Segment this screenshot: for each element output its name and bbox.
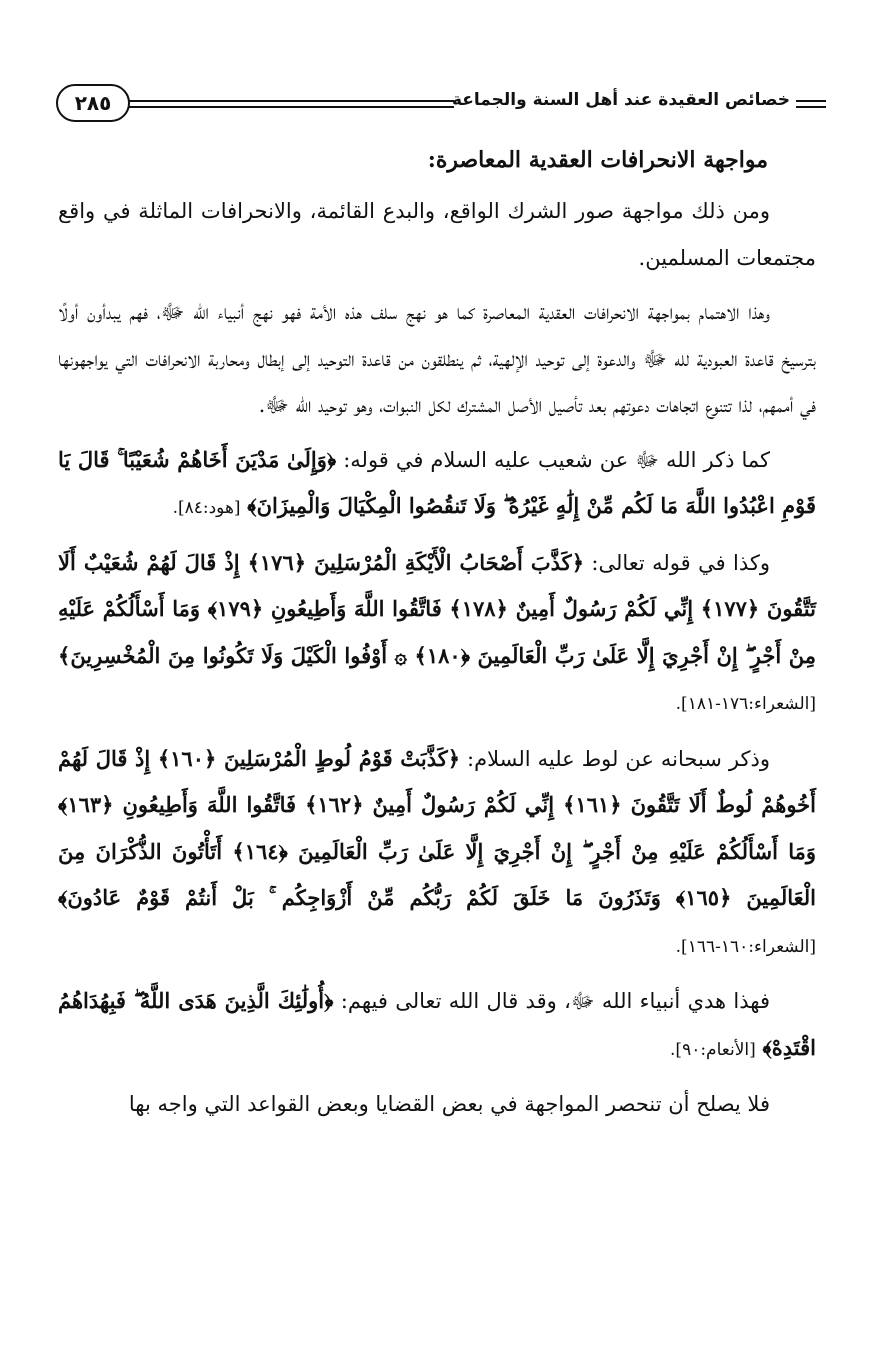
- paragraph-text: وهذا الاهتمام بمواجهة الانحرافات العقدية المعاصرة كما هو نهج سلف هذه الأمة فهو نهج أنبياء الله ﷻ، فهم يبدأون أولًا بترسيخ قاعدة العبودية لله ﷻ والدعوة إلى توحيد الإلهية، ثم ينطلقون من قاعدة التوحيد إلى إبطال ومحاربة الانحرافات التي يواجهونها في أممهم، لذا تتنوع اتجاهات دعوتهم بعد تأصيل الأصل المشترك لكل النبوات، وهو توحيد الله ﷻ.: [58, 300, 816, 417]
- paragraph-with-verse: [58, 978, 816, 1073]
- verse-reference: [الأنعام:٩٠].: [670, 1039, 756, 1060]
- paragraph-intro: وذكر سبحانه عن لوط عليه السلام:: [460, 746, 770, 771]
- verse-open-bracket: ﴿: [324, 988, 334, 1013]
- verse-close-bracket: ﴾: [247, 493, 257, 518]
- verse-open-bracket: ﴿: [447, 745, 461, 771]
- quran-verse: كَذَّبَ أَصْحَابُ الْأَيْكَةِ الْمُرْسَلِينَ ﴿١٧٦﴾ إِذْ قَالَ لَهُمْ شُعَيْبٌ أَلَا تَتَّقُونَ ﴿١٧٧﴾ إِنِّي لَكُمْ رَسُولٌ أَمِينٌ ﴿١٧٨﴾ فَاتَّقُوا اللَّهَ وَأَطِيعُونِ ﴿١٧٩﴾ وَمَا أَسْأَلُكُمْ عَلَيْهِ مِنْ أَجْرٍ ۖ إِنْ أَجْرِيَ إِلَّا عَلَىٰ رَبِّ الْعَالَمِينَ ﴿١٨٠﴾ ۞ أَوْفُوا الْكَيْلَ وَلَا تَكُونُوا مِنَ الْمُخْسِرِينَ: [58, 549, 816, 668]
- paragraph-with-verse: [58, 736, 816, 971]
- running-header: [56, 78, 826, 122]
- quran-verse: كَذَّبَتْ قَوْمُ لُوطٍ الْمُرْسَلِينَ ﴿١٦٠﴾ إِذْ قَالَ لَهُمْ أَخُوهُمْ لُوطٌ أَلَا تَتَّقُونَ ﴿١٦١﴾ إِنِّي لَكُمْ رَسُولٌ أَمِينٌ ﴿١٦٢﴾ فَاتَّقُوا اللَّهَ وَأَطِيعُونِ ﴿١٦٣﴾ وَمَا أَسْأَلُكُمْ عَلَيْهِ مِنْ أَجْرٍ ۖ إِنْ أَجْرِيَ إِلَّا عَلَىٰ رَبِّ الْعَالَمِينَ ﴿١٦٤﴾ أَتَأْتُونَ الذُّكْرَانَ مِنَ الْعَالَمِينَ ﴿١٦٥﴾ وَتَذَرُونَ مَا خَلَقَ لَكُمْ رَبُّكُم مِّنْ أَزْوَاجِكُم ۚ بَلْ أَنتُمْ قَوْمٌ عَادُونَ: [58, 745, 816, 910]
- verse-open-bracket: ﴿: [571, 549, 584, 575]
- paragraph-intro: وكذا في قوله تعالى:: [584, 550, 771, 575]
- verse-close-bracket: ﴾: [58, 885, 68, 910]
- quran-verse: أُولَٰئِكَ الَّذِينَ هَدَى اللَّهُ ۖ فَبِهُدَاهُمُ اقْتَدِهْ: [58, 988, 816, 1060]
- verse-reference: [هود:٨٤].: [172, 498, 241, 518]
- paragraph: [58, 289, 816, 429]
- page-number: ٢٨٥: [56, 84, 130, 122]
- paragraph-with-verse: [58, 540, 816, 728]
- verse-close-bracket: ﴾: [58, 642, 71, 668]
- paragraph: [58, 1081, 816, 1128]
- paragraph-text: فلا يصلح أن تنحصر المواجهة في بعض القضايا وبعض القواعد التي واجه بها: [128, 1092, 770, 1116]
- section-heading: مواجهة الانحرافات العقدية المعاصرة:: [427, 147, 768, 173]
- page-body: [58, 140, 816, 1136]
- paragraph-intro: كما ذكر الله ﷻ عن شعيب عليه السلام في قوله:: [336, 447, 770, 472]
- header-rule-long: [122, 100, 454, 108]
- paragraph-with-verse: [58, 437, 816, 532]
- verse-open-bracket: ﴿: [326, 446, 337, 472]
- header-title: خصائص العقيدة عند أهل السنة والجماعة: [451, 90, 790, 110]
- paragraph: [58, 188, 816, 281]
- verse-close-bracket: ﴾: [762, 1034, 772, 1060]
- verse-reference: [الشعراء:١٧٦-١٨١].: [675, 694, 816, 714]
- quran-verse: وَإِلَىٰ مَدْيَنَ أَخَاهُمْ شُعَيْبًا ۚ قَالَ يَا قَوْمِ اعْبُدُوا اللَّهَ مَا لَكُم مِّنْ إِلَٰهٍ غَيْرُهُ ۖ وَلَا تَنقُصُوا الْمِكْيَالَ وَالْمِيزَانَ: [58, 446, 816, 518]
- paragraph-intro: فهذا هدي أنبياء الله ﷻ، وقد قال الله تعالى فيهم:: [333, 989, 770, 1013]
- verse-reference: [الشعراء:١٦٠-١٦٦].: [675, 936, 816, 957]
- paragraph-text: ومن ذلك مواجهة صور الشرك الواقع، والبدع القائمة، والانحرافات الماثلة في واقع مجتمعات المسلمين.: [58, 199, 816, 270]
- header-rule-short: [796, 100, 826, 108]
